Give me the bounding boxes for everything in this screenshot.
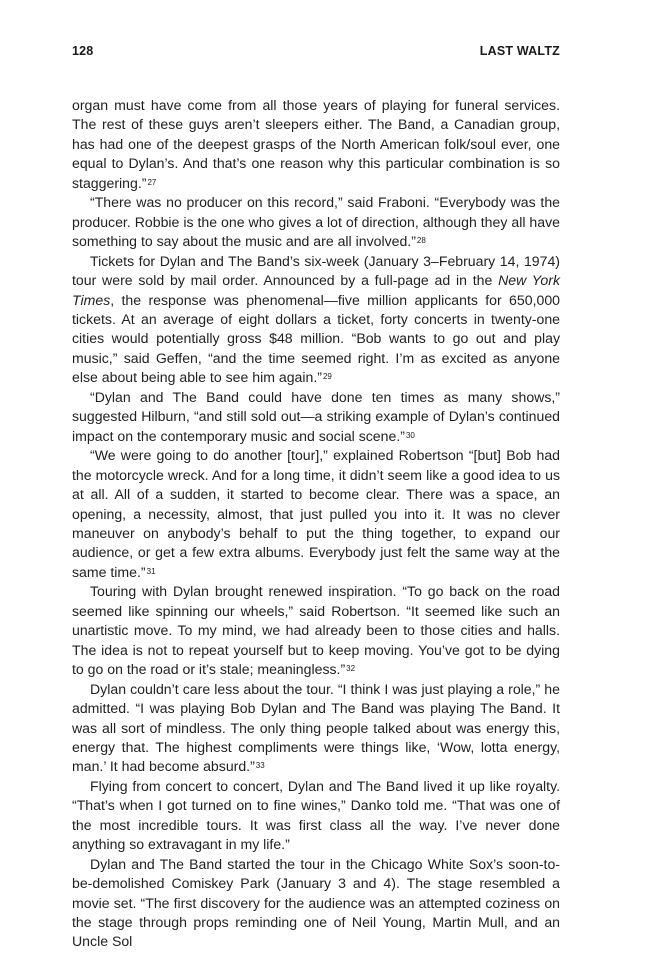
paragraph — [72, 855, 560, 952]
body-text — [72, 96, 560, 952]
footnote-marker: 28 — [416, 235, 426, 245]
book-page — [72, 44, 560, 952]
paragraph-text: Dylan and The Band started the tour in the Chicago White Sox’s soon-to-be-demolished Comiskey Park (January 3 and 4). The stage resembled a movie set. “The first discovery for the audience was an attempted coziness on the stage through props reminding one of Neil Young, Martin Mull, and an Uncle Sol — [72, 855, 560, 950]
page-number: 128 — [72, 44, 94, 58]
paragraph-text: Touring with Dylan brought renewed inspiration. “To go back on the road seemed like spinning our wheels,” said Robertson. “It seemed like such an unartistic move. To my mind, we had already been to those cities and halls. The idea is not to repeat yourself but to keep moving. You’ve got to be dying to go on the road or it’s stale; meaningless.” — [72, 583, 560, 678]
paragraph — [72, 582, 560, 679]
footnote-marker: 32 — [346, 663, 356, 673]
paragraph — [72, 193, 560, 251]
paragraph-text: “There was no producer on this record,” said Fraboni. “Everybody was the producer. Robbie is the one who gives a lot of direction, although they all have something to say about the music and are all involved.” — [72, 194, 560, 250]
paragraph-text: Flying from concert to concert, Dylan and The Band lived it up like royalty. “That’s when I got turned on to fine wines,” Danko told me. “That was one of the most incredible tours. It was first class all the way. I’ve never done anything so extravagant in my life.” — [72, 777, 560, 853]
footnote-marker: 33 — [255, 761, 265, 771]
paragraph-text: Tickets for Dylan and The Band’s six-week (January 3–February 14, 1974) tour were sold by mail order. Announced by a full-page ad in the — [72, 252, 560, 289]
paragraph — [72, 388, 560, 446]
paragraph-text: , the response was phenomenal—five million applicants for 650,000 tickets. At an average of eight dollars a ticket, forty concerts in twenty-one cities would potentially gross $48 million. “Bob wants to go out and play music,” said Geffen, “and the time seemed right. I’m as excited as anyone else about being able to see him again.” — [72, 291, 560, 386]
paragraph-text: Dylan couldn’t care less about the tour. “I think I was just playing a role,” he admitted. “I was playing Bob Dylan and The Band was playing The Band. It was all sort of mindless. The only thing people talked about was energy this, energy that. The highest compliments were things like, ‘Wow, lotta energy, man.’ It had become absurd.” — [72, 680, 560, 775]
paragraph — [72, 446, 560, 582]
footnote-marker: 27 — [147, 177, 157, 187]
paragraph-text: “Dylan and The Band could have done ten times as many shows,” suggested Hilburn, “and still sold out—a striking example of Dylan’s continued impact on the contemporary music and social scene.” — [72, 388, 560, 444]
footnote-marker: 30 — [405, 430, 415, 440]
paragraph-text: “We were going to do another [tour],” explained Robertson “[but] Bob had the motorcycle wreck. And for a long time, it didn’t seem like a good idea to us at all. All of a sudden, it started to become clear. There was a space, an opening, a necessity, almost, that just pulled you into it. It was no clever maneuver on anybody’s behalf to put the thing together, to expand our audience, or get a few extra albums. Everybody just felt the same way at the same time.” — [72, 447, 560, 580]
footnote-marker: 31 — [146, 566, 156, 576]
paragraph — [72, 252, 560, 388]
paragraph-text: organ must have come from all those years of playing for funeral services. The rest of these guys aren’t sleepers either. The Band, a Canadian group, has had one of the deepest grasps of the North American folk/soul ever, one equal to Dylan’s. And that’s one reason why this particular combination is so staggering.” — [72, 97, 560, 191]
paragraph — [72, 777, 560, 855]
running-title: LAST WALTZ — [479, 44, 560, 58]
italic-title: New York Times — [72, 272, 560, 308]
running-header — [72, 44, 560, 60]
footnote-marker: 29 — [322, 372, 332, 382]
paragraph — [72, 680, 560, 777]
paragraph — [72, 96, 560, 193]
